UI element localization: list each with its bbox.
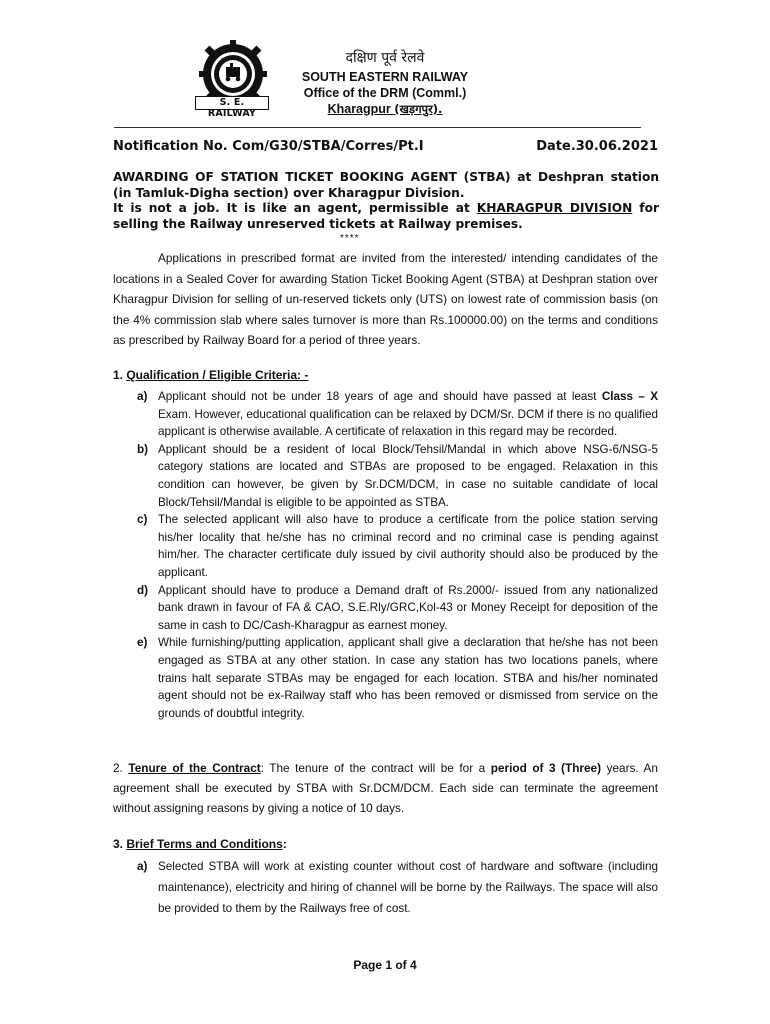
- section-2-bold: period of 3 (Three): [490, 761, 602, 775]
- list-item: [113, 856, 658, 919]
- section-2-text: : The tenure of the contract will be for a: [260, 761, 491, 775]
- section-1-number: 1.: [113, 368, 127, 382]
- logo-label: S. E. RAILWAY: [195, 96, 269, 110]
- list-text: Exam. However, educational qualification can be relaxed by DCM/Sr. DCM if there is no qualified applicant is otherwise available. A certificate of relaxation in this regard may be recorded.: [158, 407, 658, 439]
- notification-date: Date.30.06.2021: [536, 139, 658, 154]
- section-3-number: 3.: [113, 837, 127, 851]
- section-2-text: years. An agreement shall be executed by STBA with Sr.DCM/DCM. Each side can terminate the agreement without assigning reasons by giving a notice of 10 days.: [113, 761, 658, 815]
- eligibility-list: [113, 388, 658, 722]
- hindi-title: दक्षिण पूर्व रेलवे: [345, 50, 425, 66]
- list-marker: c): [137, 513, 148, 527]
- list-text: Selected STBA will work at existing counter without cost of hardware and software (including maintenance), electricity and hiring of channel will be borne by the Railways. The space will also be provided to them by the Railways free of cost.: [158, 860, 658, 915]
- intro-paragraph: Applications in prescribed format are invited from the interested/ intending candidates of the locations in a Sealed Cover for awarding Station Ticket Booking Agent (STBA) at Deshpran station over Kharagpur Division for selling of un-reserved tickets only (UTS) on lowest rate of commission basis (on the 4% commission slab where sales turnover is more than Rs.100000.00) on the terms and conditions as prescribed by Railway Board for a period of three years.: [113, 251, 658, 348]
- title-line-1: AWARDING OF STATION TICKET BOOKING AGENT (STBA) at Deshpran station (in Tamluk-Digha section) over Kharagpur Division.: [113, 170, 659, 200]
- list-marker: e): [137, 636, 148, 650]
- list-text: Applicant should not be under 18 years of age and should have passed at least: [158, 390, 602, 403]
- section-3-heading: [113, 837, 287, 851]
- office-place: [275, 102, 495, 117]
- list-text: Applicant should be a resident of local Block/Tehsil/Mandal in which above NSG-6/NSG-5 category stations are located and STBAs are proposed to be engaged. Relaxation in this condition can however, be given by Sr.DCM/DCM, in case no suitable candidate of local Block/Tehsil/Mandal is eligible to be appointed as STBA.: [158, 442, 658, 509]
- section-1-heading: [113, 368, 308, 382]
- notification-line: [113, 139, 658, 154]
- document-title: [113, 170, 659, 232]
- list-marker: d): [137, 583, 149, 597]
- list-marker: a): [137, 860, 148, 873]
- terms-list: [113, 856, 658, 919]
- office-name: Office of the DRM (Comml.): [303, 86, 467, 100]
- section-3-title: Brief Terms and Conditions: [126, 837, 283, 851]
- place-hindi: (खड़गपुर).: [394, 102, 443, 116]
- page-number: Page 1 of 4: [353, 958, 417, 972]
- list-item: [113, 441, 658, 511]
- list-text: Applicant should have to produce a Demand draft of Rs.2000/- issued from any nationalized bank drawn in favour of FA & CAO, S.E.Rly/GRC,Kol-43 or Money Receipt for deposition of the same in cash to DC/Cash-Kharagpur as earnest money.: [158, 583, 658, 632]
- place-english: Kharagpur: [327, 102, 391, 116]
- list-item: [113, 388, 658, 441]
- list-item: [113, 582, 658, 635]
- list-marker: a): [137, 390, 148, 403]
- list-item: [113, 511, 658, 581]
- section-2-title: Tenure of the Contract: [128, 761, 261, 775]
- section-2-tenure: [113, 758, 658, 818]
- list-item: [113, 634, 658, 722]
- title-kharagpur-division: KHARAGPUR DIVISION: [476, 201, 633, 215]
- list-text-bold: Class – X: [601, 390, 658, 403]
- section-2-number: 2.: [113, 761, 129, 775]
- org-name: SOUTH EASTERN RAILWAY: [301, 70, 469, 84]
- title-line-2a: It is not a job. It is like an agent, permissible at: [113, 201, 477, 215]
- section-3-colon: :: [282, 837, 287, 851]
- list-text: The selected applicant will also have to produce a certificate from the police station serving his/her locality that he/she has no criminal record and no criminal case is pending against him/her. The character certificate duly issued by civil authority should also be produced by the applicant.: [158, 513, 658, 579]
- list-marker: b): [137, 442, 149, 456]
- notification-number: Notification No. Com/G30/STBA/Corres/Pt.I: [113, 139, 424, 154]
- section-1-title: Qualification / Eligible Criteria: -: [126, 368, 309, 382]
- header-divider: [114, 127, 641, 128]
- title-line-2b: for selling the Railway unreserved tickets at Railway premises.: [113, 201, 659, 231]
- separator-stars: ****: [340, 233, 360, 244]
- list-text: While furnishing/putting application, applicant shall give a declaration that he/she has not been engaged as STBA at any other station. In case any station has two locations panels, where trains halt separate STBAs may be engaged for each location. STBA and his/her nominated agent should not be ex-Railway staff who has been removed or dismissed from service on the grounds of doubtful integrity.: [158, 636, 658, 720]
